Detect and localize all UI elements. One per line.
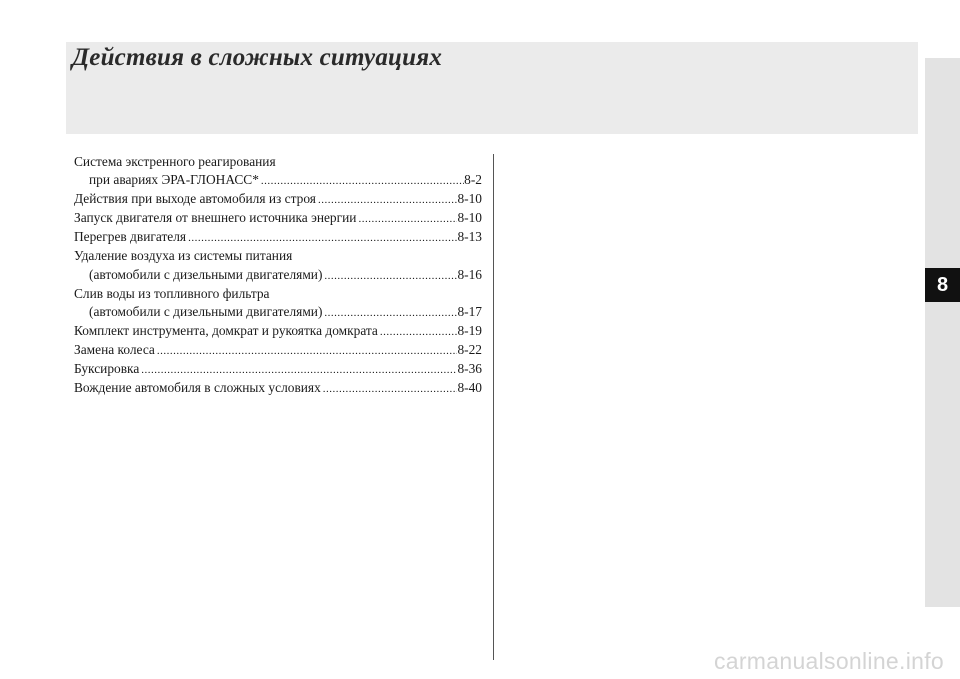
toc-page-number[interactable]: 8-22 (457, 341, 482, 357)
toc-line (74, 341, 482, 360)
watermark: carmanualsonline.info (713, 648, 944, 674)
toc-dot-leader (139, 361, 457, 379)
toc-entry[interactable] (74, 285, 482, 322)
toc-dot-leader (322, 304, 457, 322)
toc-entry-title: Вождение автомобиля в сложных условиях (74, 380, 321, 396)
toc-dot-leader (316, 191, 458, 209)
toc-page-number[interactable]: 8-13 (457, 229, 482, 245)
toc-line (74, 209, 482, 228)
toc-dot-leader (155, 342, 458, 360)
toc-entry[interactable] (74, 379, 482, 398)
toc-entry-title: Слив воды из топливного фильтра (74, 285, 270, 301)
toc-entry-title: Система экстренного реагирования (74, 154, 276, 169)
toc-dot-leader (321, 380, 458, 398)
toc-entry[interactable] (74, 153, 482, 190)
side-tab-bar (925, 58, 960, 607)
column-divider (493, 154, 494, 660)
toc-entry-title: Удаление воздуха из системы питания (74, 248, 293, 264)
toc-entry[interactable] (74, 322, 482, 341)
toc-entry-subtitle: при авариях ЭРА-ГЛОНАСС* (89, 172, 259, 188)
toc-entry[interactable] (74, 190, 482, 209)
toc-line (74, 171, 482, 190)
toc-entry-title: Комплект инструмента, домкрат и рукоятка домкрата (74, 322, 378, 338)
toc-page-number[interactable]: 8-36 (457, 361, 482, 377)
toc-entry-title: Действия при выходе автомобиля из строя (74, 191, 316, 207)
toc-line (74, 190, 482, 209)
toc-entry-title: Запуск двигателя от внешнего источника энергии (74, 210, 357, 226)
toc-line (74, 379, 482, 398)
toc-dot-leader (322, 267, 457, 285)
toc-entry-title: Буксировка (74, 361, 140, 377)
toc-entry-subtitle: (автомобили с дизельными двигателями) (89, 303, 323, 319)
toc-line (74, 247, 482, 265)
toc-page-number[interactable]: 8-19 (457, 322, 482, 338)
toc-entry[interactable] (74, 247, 482, 284)
toc-entry[interactable] (74, 341, 482, 360)
toc-dot-leader (259, 172, 464, 190)
chapter-title: Действия в сложных ситуациях (72, 44, 443, 71)
toc-line (74, 266, 482, 285)
toc-page-number[interactable]: 8-16 (457, 266, 482, 282)
chapter-tab-number[interactable]: 8 (925, 268, 960, 302)
toc-page-number[interactable]: 8-40 (457, 380, 482, 396)
toc-page-number[interactable]: 8-2 (464, 172, 482, 188)
toc-entry[interactable] (74, 360, 482, 379)
toc-line (74, 153, 482, 171)
toc-page-number[interactable]: 8-10 (457, 191, 482, 207)
toc-page-number[interactable]: 8-10 (457, 210, 482, 226)
toc-entry[interactable] (74, 209, 482, 228)
toc-line (74, 360, 482, 379)
toc-entry-subtitle: (автомобили с дизельными двигателями) (89, 266, 323, 282)
toc-line (74, 322, 482, 341)
toc-line (74, 285, 482, 303)
toc-entry-title: Замена колеса (74, 341, 155, 357)
toc-entry-title: Перегрев двигателя (74, 229, 187, 245)
toc-dot-leader (356, 210, 457, 228)
toc-dot-leader (378, 323, 458, 341)
toc-line (74, 303, 482, 322)
table-of-contents (74, 153, 482, 398)
toc-page-number[interactable]: 8-17 (457, 303, 482, 319)
toc-dot-leader (186, 229, 457, 247)
toc-line (74, 228, 482, 247)
toc-entry[interactable] (74, 228, 482, 247)
